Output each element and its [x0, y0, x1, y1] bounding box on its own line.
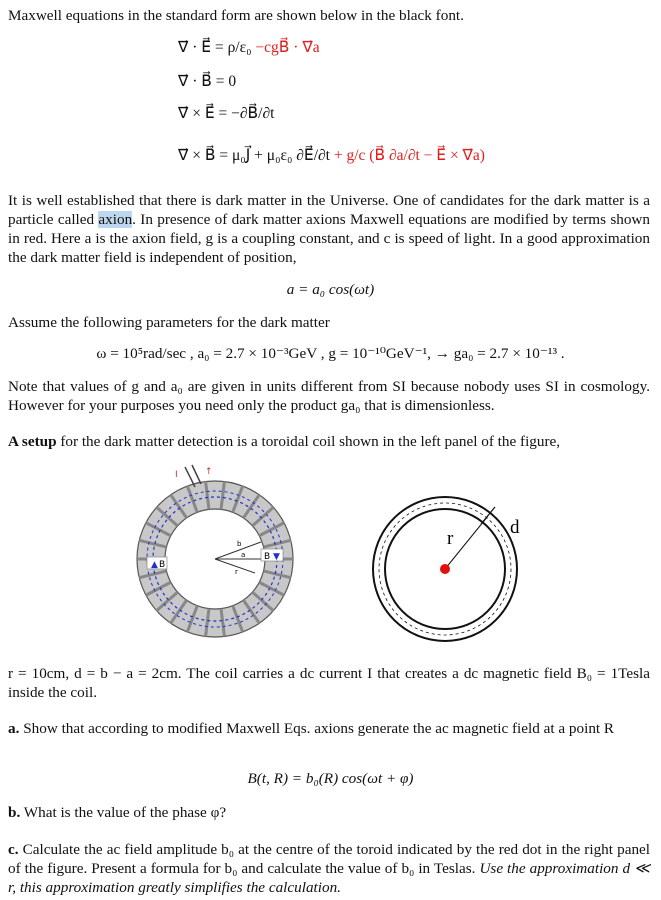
label-current-in: I	[175, 470, 178, 480]
equation-axion-field: a = a₀ cos(ωt)	[286, 281, 375, 298]
equation-parameters: ω = 10⁵rad/sec , a₀ = 2.7 × 10⁻³GeV , g = 10⁻¹⁰GeV⁻¹, → ga₀ = 2.7 × 10⁻¹³ .	[96, 345, 565, 362]
label-B-left: B	[159, 560, 166, 570]
equation-faraday: ∇⃗ × E⃗ = −∂B⃗/∂t	[178, 105, 275, 122]
paragraph-axion-after: . In presence of dark matter axions Maxwell equations are modified by terms shown in red. Here a is the axion field, g is a coupling constant, and c is speed of light. In a good approximation the dark matter field is independent of position,	[8, 211, 650, 266]
label-b: b	[237, 540, 242, 548]
setup-text: for the dark matter detection is a toroidal coil shown in the left panel of the figure,	[56, 433, 561, 450]
label-a: a	[241, 551, 246, 559]
paragraph-setup	[8, 432, 650, 451]
paragraph-params-intro: Assume the following parameters for the dark matter	[8, 314, 330, 331]
equation-ac-field: B(t, R) = b₀(R) cos(ωt + φ)	[247, 770, 414, 787]
question-c	[8, 840, 650, 897]
label-B-right-left-panel: B	[264, 552, 271, 562]
equation-ampere-black: ∇⃗ × B⃗ = μ₀J⃗ + μ₀ε₀ ∂E⃗/∂t	[178, 147, 330, 164]
label-r: r	[447, 528, 454, 549]
toroid-figure	[125, 462, 545, 652]
lead-wire-1	[185, 467, 195, 487]
label-r-left: r	[235, 568, 238, 576]
highlighted-word-axion[interactable]: axion	[98, 211, 133, 228]
question-c-label: c.	[8, 841, 19, 858]
arrow-up-icon: ▲	[151, 560, 158, 570]
paragraph-axion	[8, 191, 650, 267]
question-c-hint: Use the approximation d ≪ r, this approximation greatly simplifies the calculation.	[8, 860, 650, 896]
paragraph-coil-params: r = 10cm, d = b − a = 2cm. The coil carries a dc current I that creates a dc magnetic field B₀ = 1Tesla inside the coil.	[8, 665, 650, 701]
question-b-label: b.	[8, 804, 21, 821]
current-arrow-icon: ↑	[205, 467, 213, 477]
center-red-dot	[440, 564, 450, 574]
label-d: d	[510, 517, 520, 538]
paragraph-units: Note that values of g and a₀ are given in units different from SI because nobody uses SI in cosmology. However for your purposes you need only the product ga₀ that is dimensionless.	[8, 378, 650, 414]
question-b	[8, 803, 650, 822]
equation-gauss-b: ∇⃗ · B⃗ = 0	[178, 73, 237, 90]
question-a-text: Show that according to modified Maxwell Eqs. axions generate the ac magnetic field at a point R	[19, 720, 615, 737]
question-a	[8, 719, 650, 738]
equation-gauss-e-black: ∇⃗ · E⃗ = ρ/ε₀	[178, 39, 252, 56]
paragraph-axion-before: It is well established that there is dark matter in the Universe. One of candidates for the dark matter is a particle called	[8, 192, 650, 228]
equation-gauss-e	[178, 38, 320, 58]
question-a-label: a.	[8, 720, 20, 737]
toroid-coil-panel	[137, 465, 293, 637]
lead-wire-2	[192, 465, 201, 484]
equation-gauss-e-red: −cgB⃗ · ∇⃗a	[255, 39, 320, 56]
setup-bold-label: A setup	[8, 433, 57, 450]
question-b-text: What is the value of the phase φ?	[20, 804, 227, 821]
equation-ampere-red: + g/c (B⃗ ∂a/∂t − E⃗ × ∇⃗a)	[333, 147, 485, 164]
question-c-text: Calculate the ac field amplitude b₀ at the centre of the toroid indicated by the red dot in the right panel of the figure. Present a formula for b₀ and calculate the value of b₀ in Teslas.	[8, 841, 650, 877]
intro-text: Maxwell equations in the standard form are shown below in the black font.	[8, 7, 464, 24]
arrow-down-icon: ▼	[273, 552, 280, 562]
toroid-schematic-panel	[373, 497, 520, 641]
equation-ampere	[178, 146, 485, 166]
